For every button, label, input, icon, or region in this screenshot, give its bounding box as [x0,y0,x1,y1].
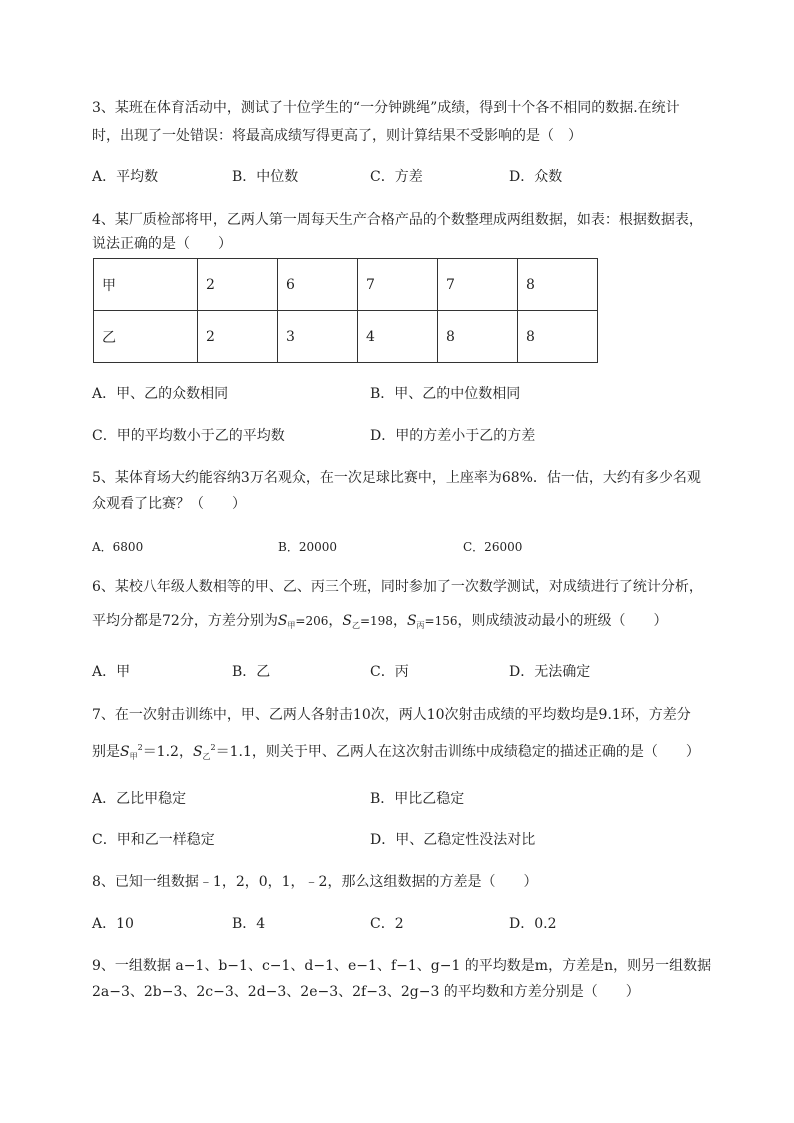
q7-option-a: A．乙比甲稳定 [92,791,187,807]
variance-symbol: S [342,613,352,629]
q9-stem-line1: 9、一组数据 a−1、b−1、c−1、d−1、e−1、f−1、g−1 的平均数是m，方差是n，则另一组数据 [92,958,712,974]
superscript-2: 2 [210,743,216,752]
q4-option-c: C．甲的平均数小于乙的平均数 [92,428,285,444]
q3-option-c: C．方差 [370,169,423,185]
table-cell: 7 [438,259,518,311]
table-cell: 3 [278,311,358,363]
table-cell: 8 [518,311,598,363]
q7-stem-end: 则关于甲、乙两人在这次射击训练中成绩稳定的描述正确的是（ ） [265,744,700,760]
variance-value-jia: ＝1.2， [142,744,193,760]
table-row [94,311,598,363]
q4-option-d: D．甲的方差小于乙的方差 [370,428,536,444]
q8-option-c: C．2 [370,916,404,932]
q3-option-a: A．平均数 [92,169,159,185]
separator: ， [392,613,407,629]
subscript-yi: 乙 [202,752,211,761]
q7-stem-line2 [92,738,700,767]
subscript-jia: 甲 [287,621,296,630]
table-cell: 2 [198,259,278,311]
q8-stem-line1: 8、已知一组数据﹣1，2，0，1，﹣2，那么这组数据的方差是（ ） [92,874,538,890]
variance-symbol: S [277,613,288,629]
variance-value-yi: ＝1.1， [215,744,266,760]
table-cell: 2 [198,311,278,363]
q5-stem-line2: 众观看了比赛？（ ） [92,496,246,512]
q5-option-a: A．6800 [92,540,144,554]
q6-stem-line1: 6、某校八年级人数相等的甲、乙、丙三个班，同时参加了一次数学测试，对成绩进行了统计分析， [92,579,703,595]
q7-option-d: D．甲、乙稳定性没法对比 [370,832,536,848]
q8-option-a: A．10 [92,916,134,932]
variance-symbol: S [192,744,203,760]
q7-option-b: B．甲比乙稳定 [370,791,465,807]
q6-stem-line2 [92,611,668,636]
q6-option-c: C．丙 [370,664,409,680]
table-cell: 4 [358,311,438,363]
table-cell: 7 [358,259,438,311]
q3-option-d: D．众数 [509,169,563,185]
q9-stem-line2: 2a−3、2b−3、2c−3、2d−3、2e−3、2f−3、2g−3 的平均数和方差分别是（ ） [92,984,640,1000]
subscript-bing: 丙 [416,621,425,630]
table-cell: 乙 [94,311,198,363]
superscript-2: 2 [137,743,143,752]
q6-option-a: A．甲 [92,664,131,680]
q4-option-a: A．甲、乙的众数相同 [92,386,229,402]
subscript-jia: 甲 [129,752,138,761]
q6-stem-end: ，则成绩波动最小的班级（ ） [457,613,668,629]
q8-option-b: B．4 [232,916,266,932]
q7-stem-line1: 7、在一次射击训练中，甲、乙两人各射击10次，两人10次射击成绩的平均数均是9.1环，方差分 [92,707,691,723]
q5-stem-line1: 5、某体育场大约能容纳3万名观众，在一次足球比赛中，上座率为68%．估一估，大约有多少名观 [92,470,701,486]
variance-symbol: S [406,613,417,629]
q5-option-b: B．20000 [278,540,337,554]
q3-stem-line2: 时，出现了一处错误：将最高成绩写得更高了，则计算结果不受影响的是（ ） [92,128,582,144]
q4-stem-line1: 4、某厂质检部将甲，乙两人第一周每天生产合格产品的个数整理成两组数据，如表：根据数据表， [92,212,703,228]
variance-value-bing: =156 [424,614,458,628]
table-cell: 6 [278,259,358,311]
q4-stem-line2: 说法正确的是（ ） [92,236,232,252]
variance-value-yi: =198 [359,614,393,628]
q6-option-b: B．乙 [232,664,271,680]
q8-option-d: D．0.2 [509,916,557,932]
variance-symbol: S [120,744,130,760]
q3-stem-line1: 3、某班在体育活动中，测试了十位学生的“一分钟跳绳”成绩，得到十个各不相同的数据.在统计 [92,100,680,116]
subscript-yi: 乙 [351,621,360,630]
separator: ， [328,613,343,629]
q6-option-d: D．无法确定 [509,664,591,680]
q6-stem-text: 平均分都是72分，方差分别为 [92,613,278,629]
q4-option-b: B．甲、乙的中位数相同 [370,386,521,402]
q3-option-b: B．中位数 [232,169,299,185]
q5-option-c: C．26000 [463,540,523,554]
table-cell: 8 [518,259,598,311]
table-cell: 8 [438,311,518,363]
table-cell: 甲 [94,259,198,311]
variance-value-jia: =206 [295,614,329,628]
table-row [94,259,598,311]
q4-data-table [93,258,598,363]
q7-stem-text: 别是 [92,744,120,760]
q7-option-c: C．甲和乙一样稳定 [92,832,215,848]
